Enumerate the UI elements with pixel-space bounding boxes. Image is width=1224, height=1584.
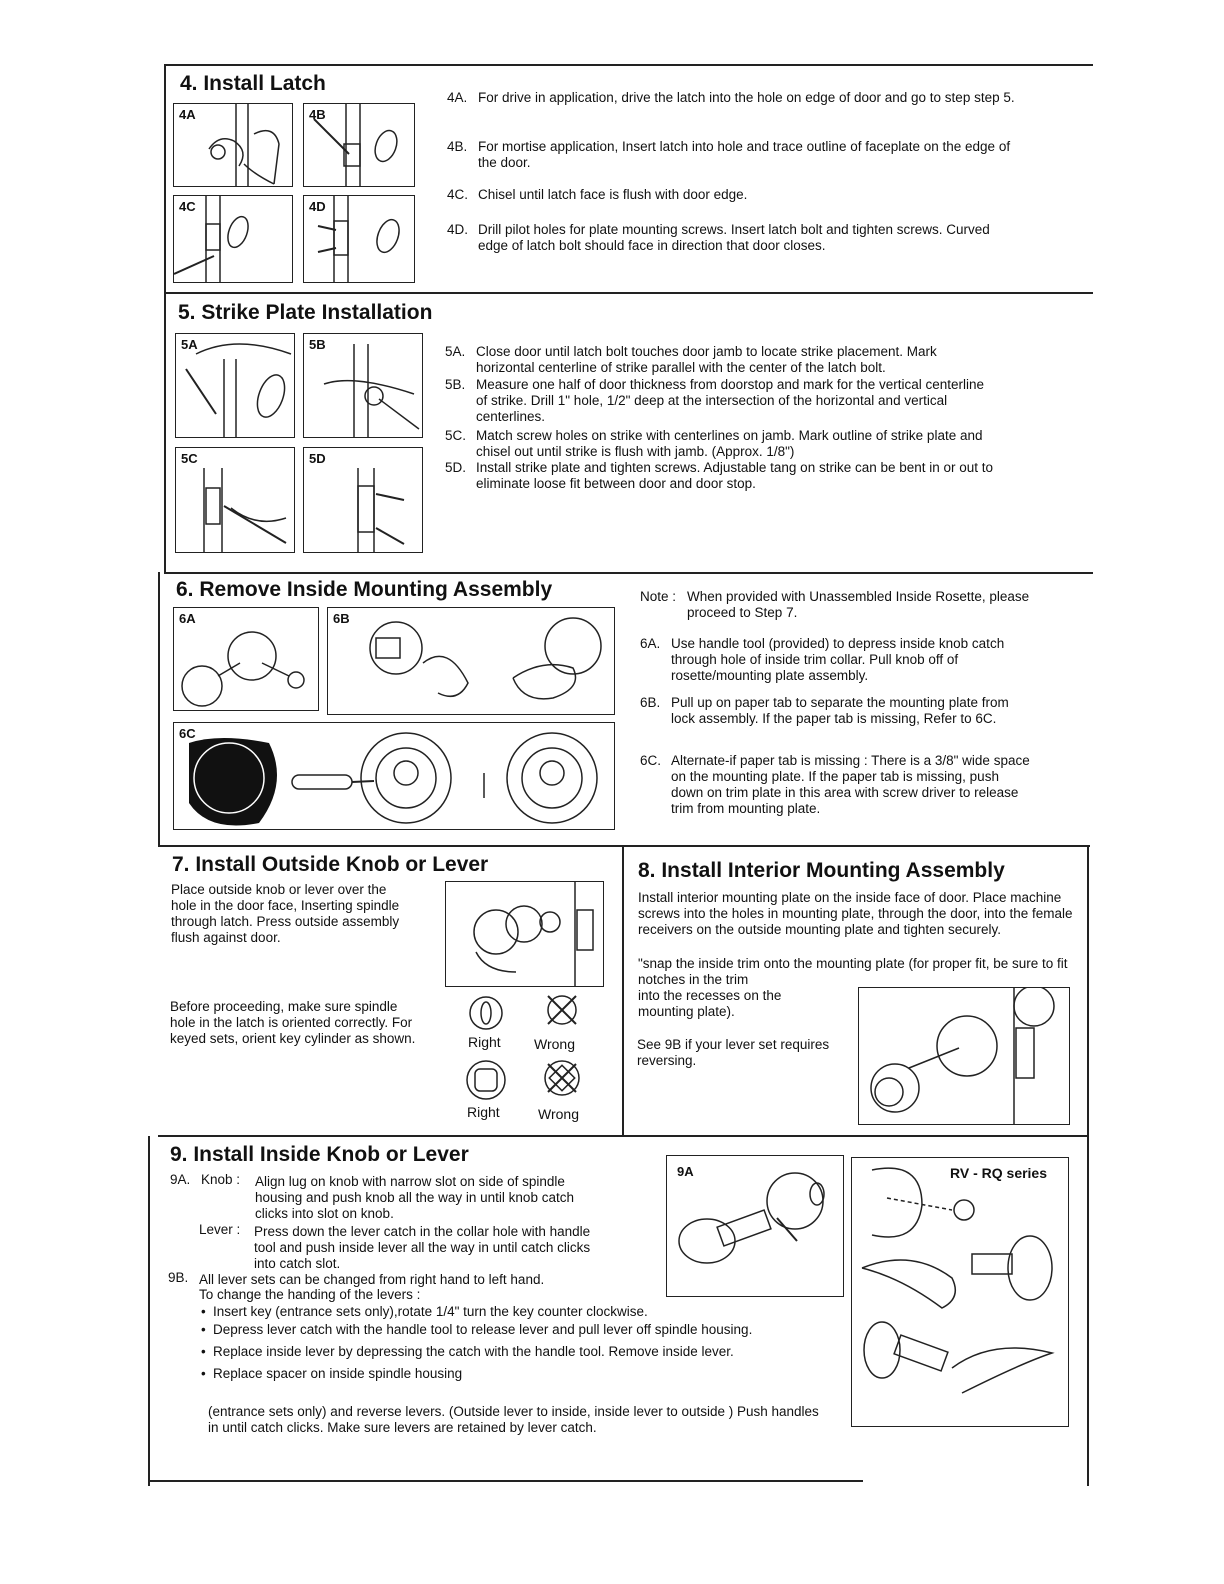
label-wrong-2: Wrong [538, 1106, 579, 1122]
figure-6b [327, 607, 615, 715]
frame-left-line [164, 64, 166, 574]
figure-4b [303, 103, 415, 187]
handing-step: • Replace spacer on inside spindle housing [201, 1366, 811, 1382]
handing-step: • Insert key (entrance sets only),rotate 1/4" turn the key counter clockwise. [201, 1304, 811, 1320]
handing-step: • Depress lever catch with the handle tool to release lever and pull lever off spindle housing. [201, 1322, 788, 1338]
figure-4a [173, 103, 293, 187]
figure-6a [173, 607, 319, 711]
step-6c: 6C. Alternate-if paper tab is missing : There is a 3/8" wide space on the mounting plate. If the paper tab is missing, push down on trim plate in this area with screw driver to release trim from mounting plate. [640, 753, 1030, 816]
label-right-2: Right [467, 1104, 500, 1120]
step-4d: 4D. Drill pilot holes for plate mounting screws. Insert latch bolt and tighten screws. Curved edge of latch bolt should face in direction that door closes. [447, 222, 990, 253]
knob-instructions: Align lug on knob with narrow slot on side of spindle housing and push knob all the way in until knob catch clicks into slot on knob. [255, 1174, 574, 1221]
inside-knob-illustration [667, 1156, 843, 1296]
figure-label: 5A [181, 337, 198, 352]
figure-label-series: RV - RQ series [950, 1165, 1048, 1181]
handing-step: • Replace inside lever by depressing the catch with the handle tool. Remove inside lever. [201, 1344, 788, 1360]
figure-label: 5D [309, 451, 326, 466]
paper-tab-illustration [328, 608, 614, 714]
figure-label: 4C [179, 199, 196, 214]
section-title-install-interior: 8. Install Interior Mounting Assembly [638, 859, 1005, 882]
spindle-wrong-icon [540, 1056, 584, 1100]
drill-hole-illustration [304, 334, 422, 437]
note-6: Note : When provided with Unassembled Inside Rosette, please proceed to Step 7. [640, 589, 1030, 620]
figure-5d [303, 447, 423, 553]
section-7-orientation-note: Before proceeding, make sure spindle hole in the latch is oriented correctly. For keyed sets, orient key cylinder as shown. [170, 999, 416, 1046]
divider-7-8-vertical [622, 846, 624, 1136]
figure-label: 4B [309, 107, 326, 122]
knob-label: Knob : [201, 1172, 241, 1187]
figure-9a [666, 1155, 844, 1297]
frame-left-line-lower [158, 572, 160, 847]
step-6a: 6A. Use handle tool (provided) to depress inside knob catch through hole of inside trim collar. Pull knob off of rosette/mounting plate assembly. [640, 636, 1005, 683]
step-9b-subtext: To change the handing of the levers : [199, 1287, 421, 1302]
section-title-install-latch: 4. Install Latch [180, 72, 326, 95]
divider-7-9 [158, 1135, 623, 1137]
step-4c: 4C. Chisel until latch face is flush with door edge. [447, 187, 748, 202]
lever-instructions: Press down the lever catch in the collar hole with handle tool and push inside lever all the way in until catch clicks into catch slot. [254, 1224, 591, 1271]
frame-bottom-line [148, 1480, 863, 1482]
handing-steps-list [201, 1304, 811, 1382]
section-title-remove-inside: 6. Remove Inside Mounting Assembly [176, 578, 553, 601]
step-4a: 4A. For drive in application, drive the latch into the hole on edge of door and go to step step 5. [447, 90, 1015, 105]
section-title-install-outside: 7. Install Outside Knob or Lever [172, 853, 489, 876]
step-9b-text: All lever sets can be changed from right hand to left hand. [199, 1272, 545, 1287]
figure-label: 6A [179, 611, 196, 626]
divider-6-7 [158, 845, 1090, 847]
spindle-right-icon [464, 1058, 508, 1102]
chisel-strike-illustration [176, 448, 294, 552]
step-6b: 6B. Pull up on paper tab to separate the mounting plate from lock assembly. If the paper tab is missing, Refer to 6C. [640, 695, 1009, 726]
install-strike-illustration [304, 448, 422, 552]
divider-8-9 [622, 1135, 1088, 1137]
figure-label: 4A [179, 107, 196, 122]
divider-4-5 [165, 292, 1093, 294]
outside-knob-illustration [446, 882, 603, 986]
section-title-install-inside: 9. Install Inside Knob or Lever [170, 1143, 469, 1166]
section-8-para-1: Install interior mounting plate on the inside face of door. Place machine screws into the holes in mounting plate, through the door, into the female receivers on the outside mounting plate and tighten securely. [638, 890, 1073, 937]
section-8-para-3: into the recesses on the mounting plate). [638, 988, 782, 1019]
figure-4c [173, 195, 293, 283]
latch-mortise-illustration [304, 104, 414, 186]
figure-label: 6B [333, 611, 350, 626]
section-title-strike-plate: 5. Strike Plate Installation [178, 301, 433, 324]
step-5a: 5A. Close door until latch bolt touches door jamb to locate strike placement. Mark horizontal centerline of strike parallel with the center of the latch bolt. [445, 344, 937, 375]
screwdriver-release-illustration [174, 723, 614, 829]
step-5c: 5C. Match screw holes on strike with centerlines on jamb. Mark outline of strike plate and chisel out until strike is flush with jamb. (Approx. 1/8") [445, 428, 983, 459]
figure-label: 5B [309, 337, 326, 352]
frame-left-line-bottom [148, 1136, 150, 1486]
figure-6c [173, 722, 615, 830]
frame-top-line [165, 64, 1093, 66]
chisel-illustration [174, 196, 292, 282]
lever-label: Lever : [199, 1222, 241, 1237]
handing-closing-note: (entrance sets only) and reverse levers. (Outside lever to inside, inside lever to outside ) Push handles in until catch clicks. Make sure levers are retained by lever catch. [208, 1404, 819, 1435]
mark-strike-illustration [176, 334, 294, 437]
figure-5b [303, 333, 423, 438]
screws-illustration [304, 196, 414, 282]
figure-label: 4D [309, 199, 326, 214]
section-8-para-4: See 9B if your lever set requires reversing. [637, 1037, 830, 1068]
label-right: Right [468, 1034, 501, 1050]
figure-label: 9A [677, 1164, 694, 1179]
frame-right-line [1087, 846, 1089, 1486]
figure-9-rv-rq-series [851, 1157, 1069, 1427]
step-5b: 5B. Measure one half of door thickness from doorstop and mark for the vertical centerline of strike. Drill 1" hole, 1/2" deep at the intersection of the horizontal and vertical centerlines. [445, 377, 985, 424]
step-5d: 5D. Install strike plate and tighten screws. Adjustable tang on strike can be bent in or out to eliminate loose fit between door and door stop. [445, 460, 994, 491]
figure-4d [303, 195, 415, 283]
figure-5a [175, 333, 295, 438]
label-wrong: Wrong [534, 1036, 575, 1052]
lever-reversal-illustration [852, 1158, 1068, 1426]
step-4b: 4B. For mortise application, Insert latch into hole and trace outline of faceplate on the edge of the door. [447, 139, 1011, 170]
cylinder-right-icon [466, 993, 506, 1033]
divider-5-6 [165, 572, 1093, 574]
knob-removal-illustration [174, 608, 318, 710]
figure-5c [175, 447, 295, 553]
latch-drive-illustration [174, 104, 292, 186]
figure-7-outside-knob [445, 881, 604, 987]
step-9a-label: 9A. [170, 1172, 191, 1187]
figure-8-interior-assembly [858, 987, 1070, 1125]
cylinder-wrong-icon [542, 990, 582, 1030]
step-9b-label: 9B. [168, 1270, 189, 1285]
figure-label: 6C [179, 726, 196, 741]
section-7-instructions: Place outside knob or lever over the hole in the door face, Inserting spindle through latch. Press outside assembly flush against door. [171, 882, 400, 945]
section-8-para-2: "snap the inside trim onto the mounting plate (for proper fit, be sure to fit notches in the trim [638, 956, 1068, 987]
figure-label: 5C [181, 451, 198, 466]
interior-assembly-illustration [859, 988, 1069, 1124]
